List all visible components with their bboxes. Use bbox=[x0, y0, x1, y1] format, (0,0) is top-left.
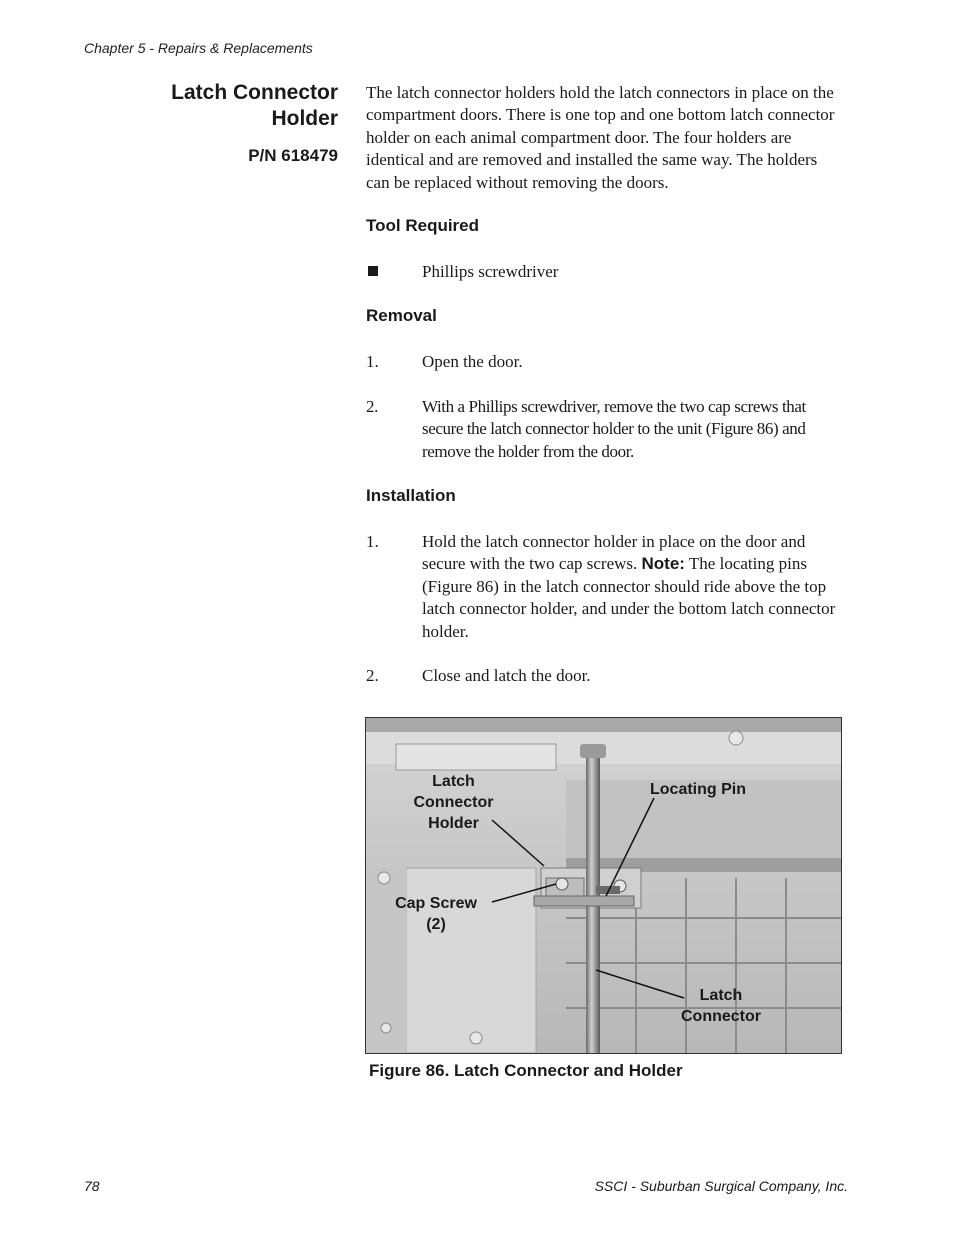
square-bullet-icon bbox=[368, 266, 378, 276]
running-header: Chapter 5 - Repairs & Replacements bbox=[84, 40, 313, 56]
callout-line: Connector bbox=[681, 1008, 761, 1025]
callout-line: Holder bbox=[428, 815, 479, 832]
installation-step-2 bbox=[366, 665, 846, 687]
installation-heading: Installation bbox=[366, 486, 456, 505]
page-number: 78 bbox=[84, 1178, 100, 1194]
callout-line: Latch bbox=[699, 987, 743, 1004]
intro-paragraph: The latch connector holders hold the latch connectors in place on the compartment doors. There is one top and one bottom latch connector holder on each animal compartment door. The four holders are identical and are removed and installed the same way. The holders can be replaced without removing the doors. bbox=[366, 83, 835, 192]
step-text bbox=[422, 531, 842, 643]
tools-heading: Tool Required bbox=[366, 216, 480, 235]
step-number: 1. bbox=[366, 352, 379, 371]
callout-line: Latch bbox=[432, 773, 475, 790]
removal-step-2 bbox=[366, 396, 846, 463]
removal-step-1 bbox=[366, 351, 846, 373]
step-text: Close and latch the door. bbox=[422, 666, 591, 685]
callout-locating-pin: Locating Pin bbox=[650, 781, 746, 798]
note-label: Note: bbox=[641, 554, 685, 574]
callout-latch-connector bbox=[671, 985, 771, 1027]
section-title-line2: Holder bbox=[271, 107, 338, 130]
section-title-line1: Latch Connector bbox=[171, 81, 338, 104]
callout-cap-screw bbox=[386, 893, 486, 935]
step-number: 2. bbox=[366, 666, 379, 685]
callout-line: Cap Screw bbox=[395, 895, 477, 912]
tool-item-text: Phillips screwdriver bbox=[422, 262, 559, 281]
step-text-before: Hold the latch connector holder in place on the door and secure with the two cap screws. bbox=[422, 532, 806, 574]
step-text-after: The locating pins (Figure 86) in the latch connector should ride above the top latch connector holder, and under the bottom latch connector holder. bbox=[422, 554, 836, 641]
callout-latch-connector-holder bbox=[396, 771, 511, 834]
step-text: Open the door. bbox=[422, 352, 523, 371]
removal-heading: Removal bbox=[366, 306, 437, 325]
tool-item bbox=[366, 261, 846, 283]
step-text: With a Phillips screwdriver, remove the two cap screws that secure the latch connector holder to the unit (Figure 86) and remove the holder from the door. bbox=[422, 397, 806, 461]
section-title bbox=[110, 80, 338, 132]
footer-company: SSCI - Suburban Surgical Company, Inc. bbox=[594, 1178, 848, 1194]
figure-86-photo bbox=[365, 717, 842, 1054]
installation-step-1 bbox=[366, 531, 846, 643]
step-number: 2. bbox=[366, 397, 378, 416]
callout-line: (2) bbox=[426, 916, 446, 933]
callout-line: Connector bbox=[413, 794, 494, 811]
figure-caption: Figure 86. Latch Connector and Holder bbox=[369, 1061, 683, 1080]
step-number: 1. bbox=[366, 532, 379, 551]
part-number: P/N 618479 bbox=[248, 146, 338, 165]
